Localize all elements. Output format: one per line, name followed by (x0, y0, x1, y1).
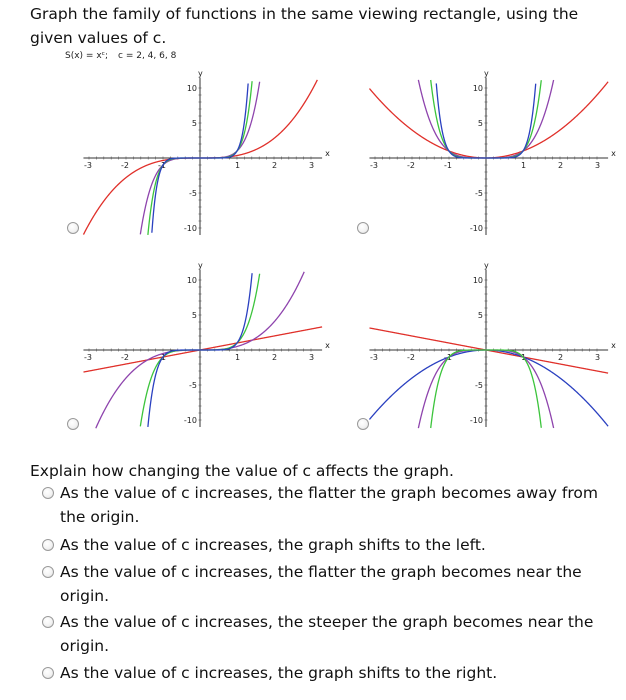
x-tick-label: -2 (407, 353, 415, 362)
c-values: c = 2, 4, 6, 8 (118, 51, 177, 61)
answer-option-3[interactable] (42, 560, 622, 608)
y-tick-label: 5 (191, 119, 197, 128)
x-tick-label: -3 (370, 161, 378, 170)
x-tick-label: -2 (121, 161, 129, 170)
graph-d-svg (366, 262, 626, 432)
question-text: Graph the family of functions in the same viewing rectangle, using the given values of c. (30, 5, 579, 47)
y-tick-label: -5 (189, 189, 197, 198)
answer-option-4-radio[interactable] (42, 616, 54, 628)
y-tick-label: -10 (469, 224, 483, 233)
x-tick-label: -2 (407, 161, 415, 170)
x-tick-label: 3 (309, 161, 315, 170)
x-tick-label: -1 (444, 161, 452, 170)
answer-option-5-label: As the value of c increases, the graph shifts to the right. (60, 664, 498, 682)
answer-option-3-label: As the value of c increases, the flatter the graph becomes near the origin. (60, 563, 582, 605)
y-tick-label: 5 (191, 311, 197, 320)
y-tick-label: -5 (475, 381, 483, 390)
x-tick-label: 1 (521, 353, 527, 362)
y-tick-label: 10 (186, 84, 197, 93)
x-tick-label: 2 (272, 353, 278, 362)
x-axis-label: x (611, 149, 616, 158)
graph-option-c (80, 262, 340, 432)
x-tick-label: -1 (158, 353, 166, 362)
graph-c-svg (80, 262, 340, 432)
x-tick-label: 2 (558, 161, 564, 170)
answer-option-4-label: As the value of c increases, the steeper the graph becomes near the origin. (60, 613, 594, 655)
x-tick-label: -3 (370, 353, 378, 362)
x-tick-label: 2 (272, 161, 278, 170)
y-tick-label: -5 (475, 189, 483, 198)
graph-option-b (366, 70, 626, 240)
x-tick-label: 3 (595, 161, 601, 170)
graph-a-radio[interactable] (67, 222, 79, 234)
x-tick-label: 2 (558, 353, 564, 362)
y-tick-label: -5 (189, 381, 197, 390)
answer-option-2-radio[interactable] (42, 539, 54, 551)
y-tick-label: 10 (186, 276, 197, 285)
x-axis-label: x (325, 149, 330, 158)
x-tick-label: 3 (595, 353, 601, 362)
answer-option-5[interactable] (42, 661, 622, 685)
graph-b-svg (366, 70, 626, 240)
graph-d-radio[interactable] (357, 418, 369, 430)
x-axis-label: x (325, 341, 330, 350)
y-tick-label: 5 (477, 119, 483, 128)
explain-prompt: Explain how changing the value of c affects the graph. (30, 462, 454, 480)
answer-option-2-label: As the value of c increases, the graph shifts to the left. (60, 536, 486, 554)
graph-option-d (366, 262, 626, 432)
answer-option-1-radio[interactable] (42, 487, 54, 499)
y-tick-label: 10 (472, 276, 483, 285)
x-tick-label: -3 (84, 353, 92, 362)
x-tick-label: 3 (309, 353, 315, 362)
x-tick-label: 1 (521, 161, 527, 170)
x-tick-label: -3 (84, 161, 92, 170)
x-tick-label: -1 (444, 353, 452, 362)
formula-line (65, 51, 176, 61)
answer-option-1-label: As the value of c increases, the flatter the graph becomes away from the origin. (60, 484, 598, 526)
graph-b-curve (369, 82, 608, 158)
y-axis-label: y (484, 70, 489, 79)
answer-option-4[interactable] (42, 610, 622, 658)
x-tick-label: 1 (235, 353, 241, 362)
y-tick-label: -10 (469, 416, 483, 425)
y-axis-label: y (198, 262, 203, 271)
x-axis-label: x (611, 341, 616, 350)
y-tick-label: -10 (183, 224, 197, 233)
y-tick-label: -10 (183, 416, 197, 425)
x-tick-label: -1 (158, 161, 166, 170)
answer-option-5-radio[interactable] (42, 667, 54, 679)
answer-option-1[interactable] (42, 481, 622, 529)
function-formula: S(x) = xᶜ; (65, 51, 109, 61)
y-tick-label: 5 (477, 311, 483, 320)
y-axis-label: y (198, 70, 203, 79)
answer-option-2[interactable] (42, 533, 622, 557)
x-tick-label: -2 (121, 353, 129, 362)
answer-option-3-radio[interactable] (42, 566, 54, 578)
graph-b-radio[interactable] (357, 222, 369, 234)
graph-c-radio[interactable] (67, 418, 79, 430)
y-tick-label: 10 (472, 84, 483, 93)
x-tick-label: 1 (235, 161, 241, 170)
graph-a-svg (80, 70, 340, 240)
graph-option-a (80, 70, 340, 240)
graph-d-curve (369, 350, 608, 426)
y-axis-label: y (484, 262, 489, 271)
